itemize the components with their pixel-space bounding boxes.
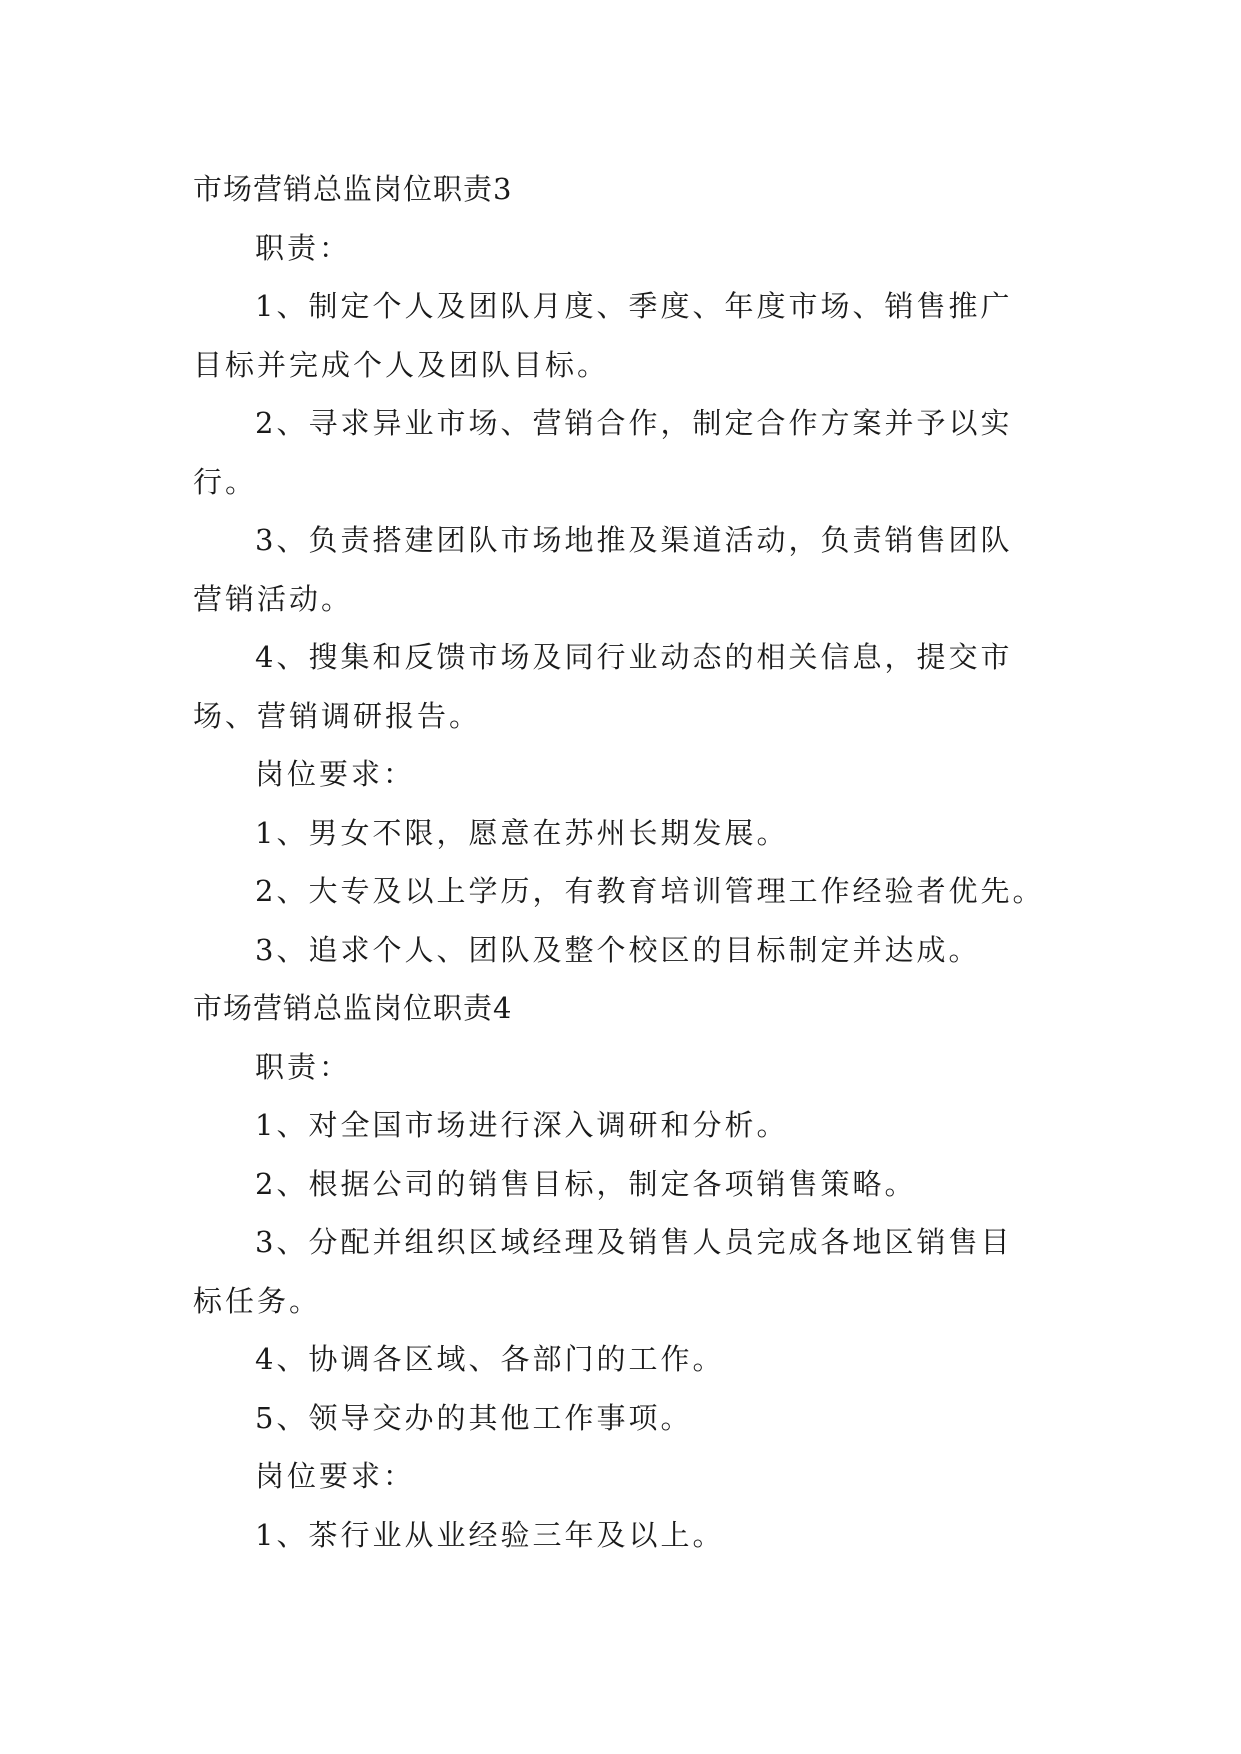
duty-item: 4、协调各区域、各部门的工作。	[255, 1342, 725, 1376]
duty-item: 1、对全国市场进行深入调研和分析。	[255, 1108, 789, 1142]
duty-item-continuation: 营销活动。	[193, 581, 354, 616]
duty-item-continuation: 标任务。	[193, 1283, 322, 1318]
section-title: 市场营销总监岗位职责4	[193, 991, 513, 1025]
duty-item: 2、根据公司的销售目标，制定各项销售策略。	[255, 1166, 917, 1201]
duty-item-continuation: 行。	[193, 464, 258, 499]
duties-label: 职责：	[255, 1049, 352, 1084]
duty-item: 3、负责搭建团队市场地推及渠道活动，负责销售团队	[255, 523, 1013, 557]
duty-item-continuation: 场、营销调研报告。	[193, 698, 482, 733]
requirements-label: 岗位要求：	[255, 1459, 416, 1493]
requirement-item: 1、茶行业从业经验三年及以上。	[255, 1517, 725, 1552]
duties-label: 职责：	[255, 230, 352, 265]
requirement-item: 1、男女不限，愿意在苏州长期发展。	[255, 815, 789, 850]
requirement-item: 2、大专及以上学历，有教育培训管理工作经验者优先。	[255, 874, 1045, 908]
requirement-item: 3、追求个人、团队及整个校区的目标制定并达成。	[255, 932, 981, 967]
section-title: 市场营销总监岗位职责3	[193, 172, 513, 206]
document-body	[193, 160, 1053, 1564]
duty-item-continuation: 目标并完成个人及团队目标。	[193, 347, 610, 382]
requirements-label: 岗位要求：	[255, 757, 416, 791]
duty-item: 5、领导交办的其他工作事项。	[255, 1400, 693, 1435]
duty-item: 3、分配并组织区域经理及销售人员完成各地区销售目	[255, 1225, 1013, 1259]
duty-item: 4、搜集和反馈市场及同行业动态的相关信息，提交市	[255, 640, 1013, 674]
duty-item: 2、寻求异业市场、营销合作，制定合作方案并予以实	[255, 406, 1013, 440]
duty-item: 1、制定个人及团队月度、季度、年度市场、销售推广	[255, 289, 1013, 323]
